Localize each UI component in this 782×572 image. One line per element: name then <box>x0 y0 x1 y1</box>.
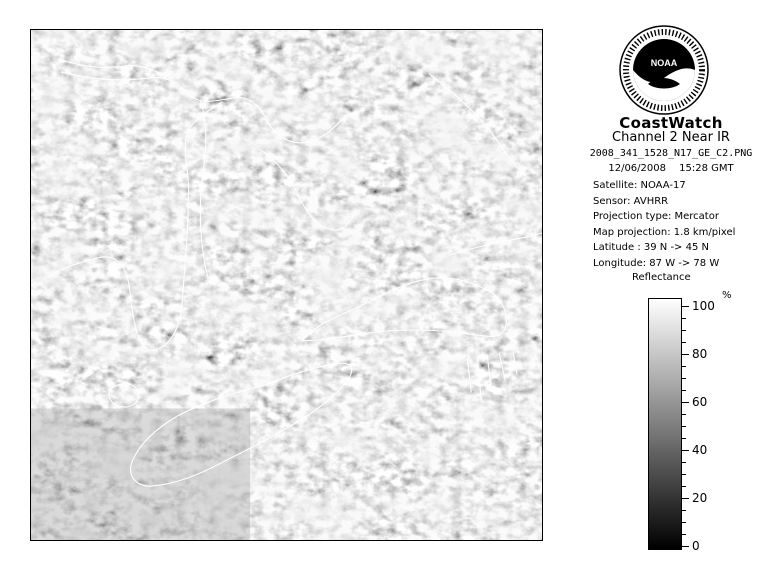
colorbar-tick <box>682 498 689 499</box>
satellite-image <box>30 29 543 541</box>
colorbar-tick <box>682 378 686 379</box>
image-time: 15:28 GMT <box>679 163 734 174</box>
colorbar-tick-label: 20 <box>692 491 708 505</box>
colorbar-tick <box>682 510 686 511</box>
colorbar-tick <box>682 414 686 415</box>
file-name: 2008_341_1528_N17_GE_C2.PNG <box>589 148 753 159</box>
colorbar-tick <box>682 534 686 535</box>
noaa-logo-emblem <box>618 24 710 116</box>
satellite-image-svg <box>31 30 542 540</box>
channel-name: Channel 2 Near IR <box>612 130 730 145</box>
metadata-projection-type: Projection type: Mercator <box>593 211 719 222</box>
noaa-logo-label: NOAA <box>650 58 678 68</box>
colorbar-unit: % <box>722 290 732 301</box>
colorbar-tick <box>682 462 686 463</box>
reflectance-colorbar <box>648 298 682 550</box>
colorbar-tick <box>682 402 689 403</box>
colorbar-tick <box>682 450 689 451</box>
colorbar-tick <box>682 426 686 427</box>
colorbar-tick-label: 100 <box>692 299 715 313</box>
metadata-map-projection: Map projection: 1.8 km/pixel <box>593 226 736 238</box>
datetime-line <box>560 163 782 174</box>
colorbar-tick <box>682 318 686 319</box>
colorbar-tick-label: 0 <box>692 539 700 553</box>
colorbar-tick <box>682 474 686 475</box>
product-title: CoastWatch <box>619 114 723 132</box>
metadata-sensor: Sensor: AVHRR <box>593 195 669 207</box>
colorbar-tick <box>682 342 686 343</box>
lower-left-haze <box>31 409 250 540</box>
noaa-logo <box>618 24 710 116</box>
colorbar-tick <box>682 366 686 367</box>
colorbar-tick <box>682 522 686 523</box>
colorbar-tick <box>682 354 689 355</box>
colorbar-tick <box>682 486 686 487</box>
metadata-latitude: Latitude : 39 N -> 45 N <box>593 242 709 253</box>
colorbar-tick <box>682 438 686 439</box>
metadata-satellite: Satellite: NOAA-17 <box>593 180 686 191</box>
colorbar-ticks <box>682 298 762 553</box>
image-date: 12/06/2008 <box>608 163 666 174</box>
colorbar-tick <box>682 306 689 307</box>
colorbar-tick-label: 60 <box>692 395 708 409</box>
metadata-longitude: Longitude: 87 W -> 78 W <box>593 257 720 269</box>
legend-title: Reflectance <box>632 272 691 283</box>
colorbar-tick <box>682 546 689 547</box>
colorbar-tick-label: 80 <box>692 347 708 361</box>
colorbar-tick <box>682 330 686 331</box>
colorbar-tick-label: 40 <box>692 443 708 457</box>
metadata-list <box>593 178 735 271</box>
colorbar-tick <box>682 390 686 391</box>
